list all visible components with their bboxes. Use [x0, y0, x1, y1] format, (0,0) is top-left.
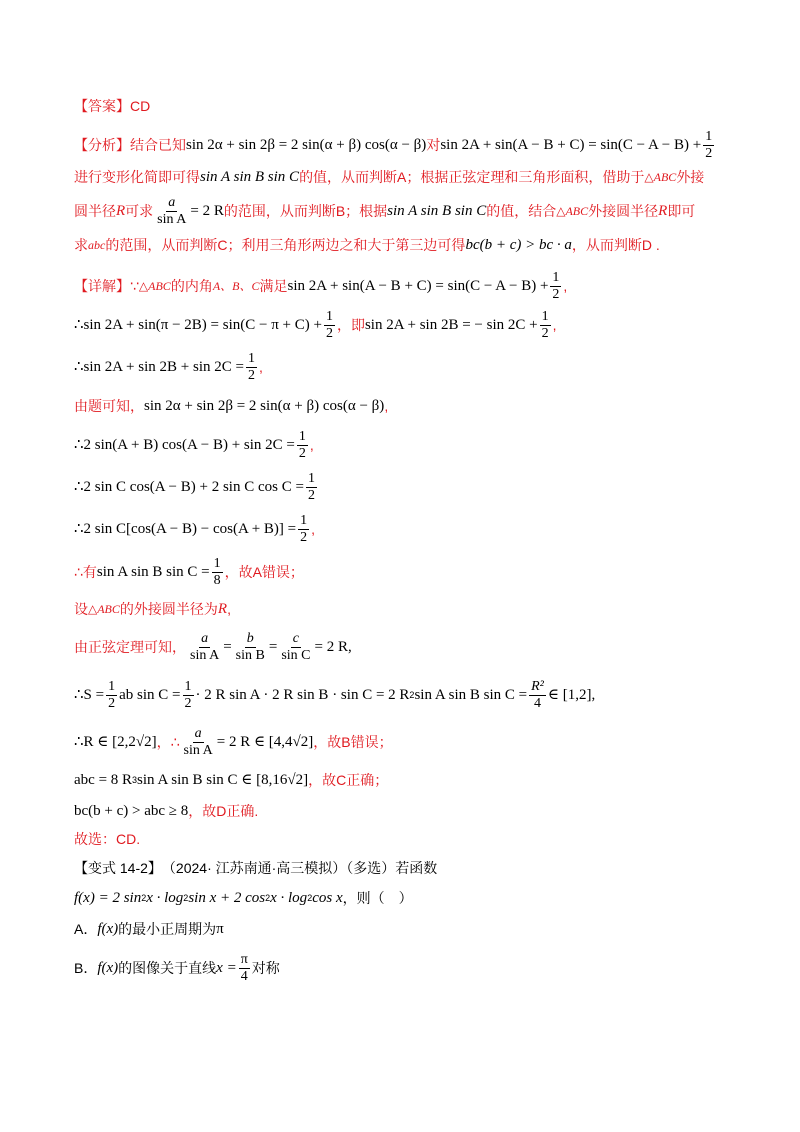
formula: sin 2A + sin(A − B + C) = sin(C − A − B) + — [440, 137, 702, 153]
analysis-line-3: 圆半径 R 可求 $\frac{a}{\text{sin A}}$ = 2 R 的范围，从而判断B；根据 sin A sin B sin C 的值，结合 △ABC 外接圆半径 R 即可 — [74, 194, 696, 227]
analysis-label: 【分析】 — [74, 137, 130, 153]
detail-line-6 — [74, 466, 734, 508]
answer-line — [74, 92, 734, 120]
formula: ∴sin 2A + sin 2B + sin 2C = — [74, 359, 244, 375]
fraction: $\frac{1}{2}$ — [325, 308, 333, 341]
formula: ∴2 sin(A + B) cos(A − B) + sin 2C = — [74, 437, 295, 453]
detail-line-9: 设 △ABC 的外接圆半径为 R , — [74, 601, 231, 617]
detail-line-11: ∴S = $\frac{1}{2}$ ab sin C = $\frac{1}{2}$ · 2 R sin A · 2 R sin B · sin C = 2 R 2 sin A sin B sin C = $\frac{\text{R²}}{4}$ ∈ [1,2], — [74, 678, 596, 711]
fraction: $\frac{1}{2}$ — [184, 678, 192, 711]
detail-line-10: 由正弦定理可知， $\frac{a}{\text{sin A}}$ = $\frac{b}{\text{sin B}}$ = $\frac{c}{\text{sin C}}$ = 2 R, — [74, 630, 352, 663]
formula: sin 2α + sin 2β = 2 sin(α + β) cos(α − β) — [186, 137, 427, 153]
fraction: $\frac{1}{2}$ — [307, 470, 315, 503]
triangle-label: △ABC — [644, 170, 677, 184]
answer-value: CD — [130, 98, 151, 114]
variant-label: 【变式 14-2】 — [74, 860, 162, 876]
fraction: $\frac{1}{8}$ — [213, 555, 221, 588]
option-b: B． f(x) 的图像关于直线 x = $\frac{\pi}{4}$ 对称 — [74, 951, 280, 984]
fraction: $\frac{1}{2}$ — [300, 512, 308, 545]
detail-line-12: ∴R ∈ [2,2√2] ，∴ $\frac{a}{\text{sin A}}$ = 2 R ∈ [4,4√2] ，故B错误； — [74, 725, 393, 758]
variant-function: f(x) = 2 sin 2 x · log 2 sin x + 2 cos 2 x · log 2 cos x ，则（ ） — [74, 890, 413, 906]
triangle-label: △ABC — [556, 204, 589, 218]
fraction: $\frac{\pi}{4}$ — [240, 951, 248, 984]
option-a: A． f(x) 的最小正周期为 π — [74, 921, 224, 937]
detail-line-1: 【详解】 ∵ △ABC 的内角 A、B、C 满足 sin 2A + sin(A − B + C) = sin(C − A − B) + $\frac{1}{2}$ , — [74, 269, 568, 302]
fraction: $\frac{1}{2}$ — [108, 678, 116, 711]
formula: sin 2A + sin(A − B + C) = sin(C − A − B) + — [287, 278, 549, 294]
detail-line-5: ∴2 sin(A + B) cos(A − B) + sin 2C = $\frac{1}{2}$ , — [74, 428, 314, 461]
formula: ∴sin 2A + sin(π − 2B) = sin(C − π + C) + — [74, 317, 322, 333]
fraction: $\frac{1}{2}$ — [705, 128, 713, 161]
formula: sin 2α + sin 2β = 2 sin(α + β) cos(α − β) — [144, 398, 385, 414]
document-page — [74, 92, 734, 990]
fraction: $\frac{1}{2}$ — [541, 308, 549, 341]
fraction: $\frac{a}{\text{sin A}}$ — [183, 725, 213, 758]
detail-line-7: ∴2 sin C[cos(A − B) − cos(A + B)] = $\frac{1}{2}$ , — [74, 512, 316, 545]
fraction: $\frac{1}{2}$ — [298, 428, 306, 461]
variant-source: （2024· 江苏南通·高三模拟）（多选）若函数 — [161, 860, 438, 876]
formula: sin 2A + sin 2B = − sin 2C + — [364, 317, 538, 333]
analysis-line-1: 【分析】 结合已知 sin 2α + sin 2β = 2 sin(α + β) cos(α − β) 对 sin 2A + sin(A − B + C) = sin(C − A − B) + $\frac{1}{2}$ — [74, 128, 713, 161]
analysis-line-4: 求 abc 的范围，从而判断C；利用三角形两边之和大于第三边可得 bc(b + c) > bc · a ，从而判断D . — [74, 237, 660, 253]
formula: sin A sin B sin C — [200, 169, 300, 185]
fraction: $\frac{\text{R²}}{4}$ — [531, 678, 544, 711]
fraction: $\frac{1}{2}$ — [552, 269, 560, 302]
answer-label: 【答案】 — [74, 98, 130, 114]
variant-header — [74, 852, 734, 884]
fraction: $\frac{c}{\text{sin C}}$ — [281, 630, 311, 663]
formula: sin A sin B sin C = — [96, 564, 210, 580]
fraction: $\frac{1}{2}$ — [247, 350, 255, 383]
formula: bc(b + c) > bc · a — [465, 237, 572, 253]
detail-line-3: ∴sin 2A + sin 2B + sin 2C = $\frac{1}{2}$ , — [74, 350, 263, 383]
detail-line-2: ∴sin 2A + sin(π − 2B) = sin(C − π + C) + $\frac{1}{2}$ ，即 sin 2A + sin 2B = − sin 2C + $\frac{1}{2}$ , — [74, 308, 557, 341]
fraction: $\frac{a}{\text{sin A}}$ — [157, 194, 187, 227]
detail-label: 【详解】 — [74, 278, 130, 294]
formula: ∴2 sin C cos(A − B) + 2 sin C cos C = — [74, 479, 304, 495]
detail-line-14: bc(b + c) > abc ≥ 8 ，故D正确. — [74, 803, 259, 819]
detail-line-4: 由题可知， sin 2α + sin 2β = 2 sin(α + β) cos(α − β) , — [74, 398, 389, 414]
fraction: $\frac{b}{\text{sin B}}$ — [235, 630, 265, 663]
detail-line-8: ∴有 sin A sin B sin C = $\frac{1}{8}$ ，故A错误； — [74, 555, 304, 588]
analysis-line-2: 进行变形化简即可得 sin A sin B sin C 的值，从而判断A；根据正弦定理和三角形面积，借助于 △ABC 外接 — [74, 169, 705, 185]
formula: ∴2 sin C[cos(A − B) − cos(A + B)] = — [74, 521, 297, 537]
final-answer: 故选：CD. — [74, 831, 141, 847]
detail-line-13: abc = 8 R 3 sin A sin B sin C ∈ [8,16√2] ，故C正确； — [74, 772, 389, 788]
fraction: $\frac{a}{\text{sin A}}$ — [190, 630, 220, 663]
